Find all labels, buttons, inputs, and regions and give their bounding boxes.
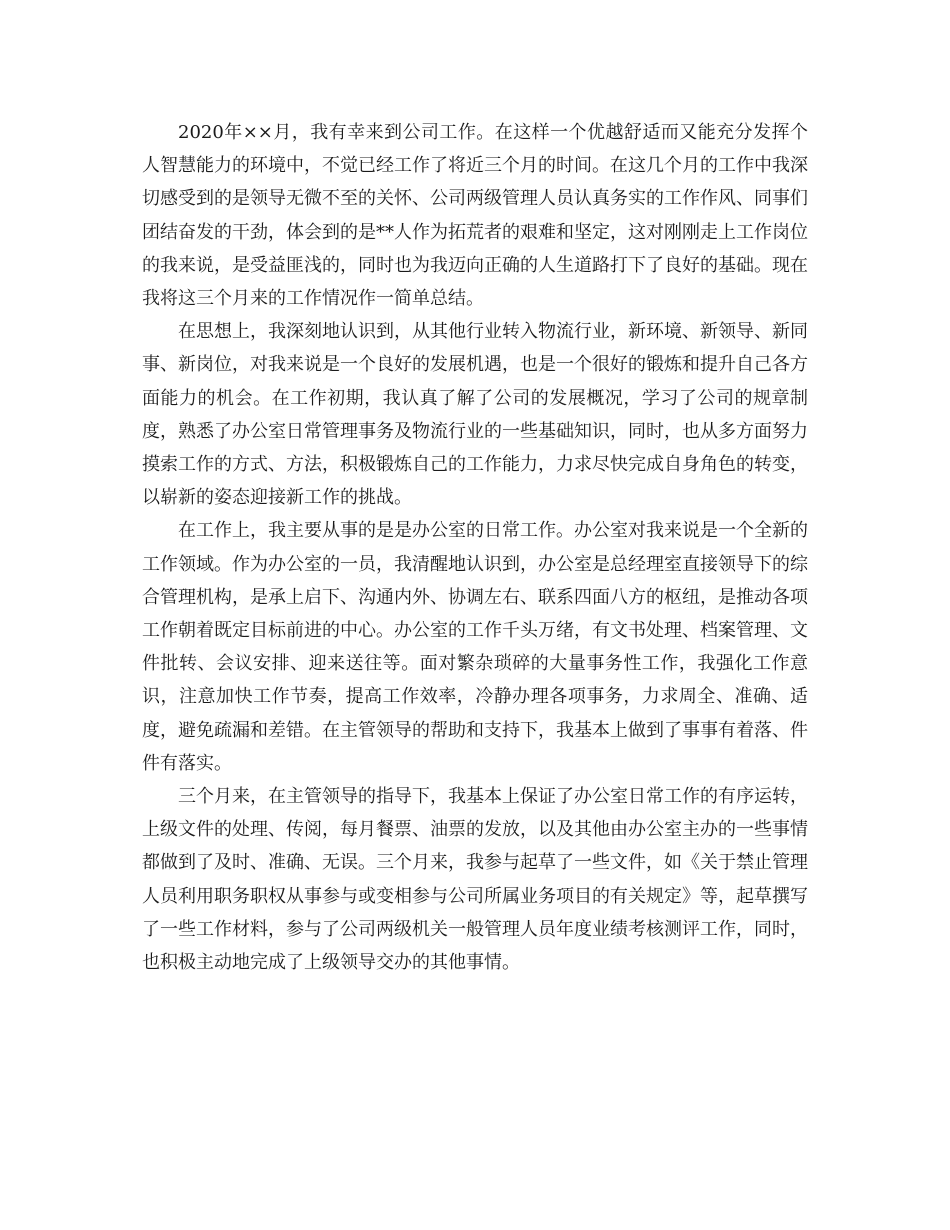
paragraph-work: 在工作上，我主要从事的是是办公室的日常工作。办公室对我来说是一个全新的工作领域。作为办公室的一员，我清醒地认识到，办公室是总经理室直接领导下的综合管理机构，是承上启下、沟通内外、协调左右、联系四面八方的枢纽，是推动各项工作朝着既定目标前进的中心。办公室的工作千头万绪，有文书处理、档案管理、文件批转、会议安排、迎来送往等。面对繁杂琐碎的大量事务性工作，我强化工作意识，注意加快工作节奏，提高工作效率，冷静办理各项事务，力求周全、准确、适度，避免疏漏和差错。在主管领导的帮助和支持下，我基本上做到了事事有着落、件件有落实。 (142, 520, 808, 774)
document-body (142, 116, 808, 979)
paragraph-intro: 2020年××月，我有幸来到公司工作。在这样一个优越舒适而又能充分发挥个人智慧能力的环境中，不觉已经工作了将近三个月的时间。在这几个月的工作中我深切感受到的是领导无微不至的关怀、公司两级管理人员认真务实的工作作风、同事们团结奋发的干劲，体会到的是**人作为拓荒者的艰难和坚定，这对刚刚走上工作岗位的我来说，是受益匪浅的，同时也为我迈向正确的人生道路打下了良好的基础。现在我将这三个月来的工作情况作一简单总结。 (142, 122, 808, 310)
paragraph-achievements: 三个月来，在主管领导的指导下，我基本上保证了办公室日常工作的有序运转，上级文件的处理、传阅，每月餐票、油票的发放，以及其他由办公室主办的一些事情都做到了及时、准确、无误。三个月来，我参与起草了一些文件，如《关于禁止管理人员利用职务职权从事参与或变相参与公司所属业务项目的有关规定》等，起草撰写了一些工作材料，参与了公司两级机关一般管理人员年度业绩考核测评工作，同时，也积极主动地完成了上级领导交办的其他事情。 (142, 786, 808, 974)
paragraph-thinking: 在思想上，我深刻地认识到，从其他行业转入物流行业，新环境、新领导、新同事、新岗位，对我来说是一个良好的发展机遇，也是一个很好的锻炼和提升自己各方面能力的机会。在工作初期，我认真了解了公司的发展概况，学习了公司的规章制度，熟悉了办公室日常管理事务及物流行业的一些基础知识，同时，也从多方面努力摸索工作的方式、方法，积极锻炼自己的工作能力，力求尽快完成自身角色的转变，以崭新的姿态迎接新工作的挑战。 (142, 321, 808, 509)
